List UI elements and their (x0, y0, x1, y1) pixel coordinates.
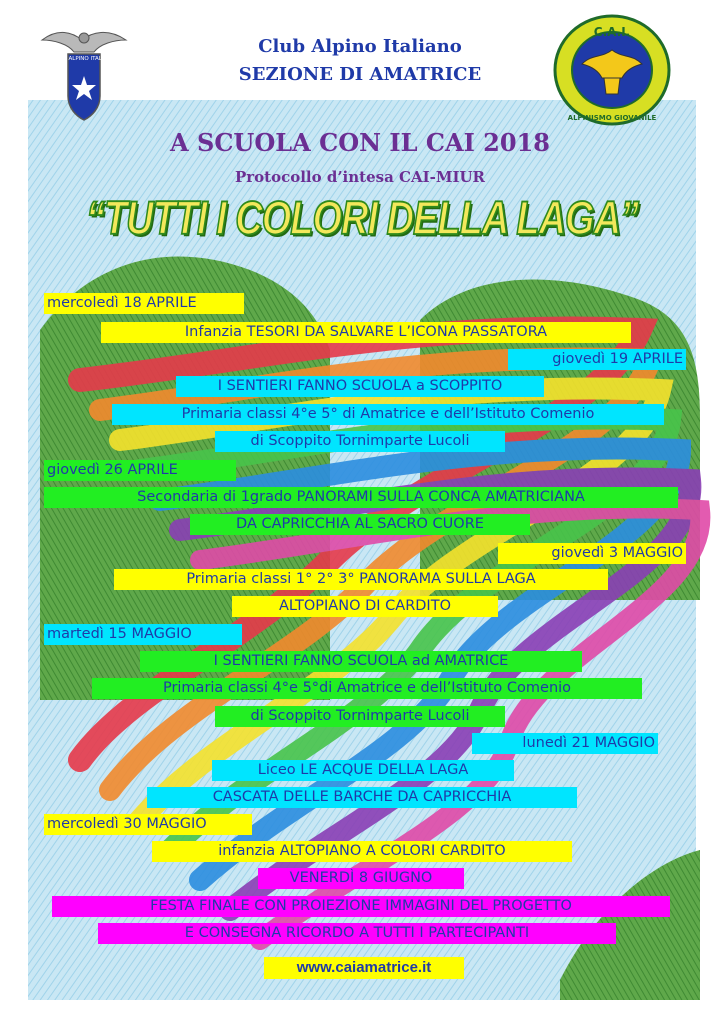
event-line: Infanzia TESORI DA SALVARE L’ICONA PASSATORA (101, 322, 631, 343)
event-line: VENERDÌ 8 GIUGNO (258, 868, 464, 889)
section-name: SEZIONE DI AMATRICE (238, 64, 482, 85)
date-line: mercoledì 18 APRILE (44, 293, 244, 314)
event-line: infanzia ALTOPIANO A COLORI CARDITO (152, 841, 572, 862)
cai-logo-ring-text: CLUB ALPINO ITALIANO (52, 56, 116, 62)
date-line: giovedì 26 APRILE (44, 460, 236, 481)
event-line: DA CAPRICCHIA AL SACRO CUORE (190, 514, 530, 535)
event-line: di Scoppito Tornimparte Lucoli (215, 706, 505, 727)
project-title: A SCUOLA CON IL CAI 2018 (170, 128, 550, 157)
event-line: Liceo LE ACQUE DELLA LAGA (212, 760, 514, 781)
website-link[interactable]: www.caiamatrice.it (264, 957, 464, 979)
event-line: E CONSEGNA RICORDO A TUTTI I PARTECIPANTI (98, 923, 616, 944)
event-line: Secondaria di 1grado PANORAMI SULLA CONCA AMATRICIANA (44, 487, 678, 508)
date-line: mercoledì 30 MAGGIO (44, 814, 252, 835)
event-line: di Scoppito Tornimparte Lucoli (215, 431, 505, 452)
event-line: Primaria classi 4°e 5° di Amatrice e dell’Istituto Comenio (112, 404, 664, 425)
main-title: “TUTTI I COLORI DELLA LAGA” (85, 192, 639, 246)
date-line: giovedì 3 MAGGIO (498, 543, 686, 564)
date-line: martedì 15 MAGGIO (44, 624, 242, 645)
club-name: Club Alpino Italiano (258, 36, 462, 57)
cai-eagle-logo (38, 26, 130, 124)
event-line: Primaria classi 1° 2° 3° PANORAMA SULLA LAGA (114, 569, 608, 590)
event-line: CASCATA DELLE BARCHE DA CAPRICCHIA (147, 787, 577, 808)
alpinismo-giovanile-badge (552, 14, 672, 126)
event-line: Primaria classi 4°e 5°di Amatrice e dell’Istituto Comenio (92, 678, 642, 699)
date-line: lunedì 21 MAGGIO (472, 733, 658, 754)
event-line: I SENTIERI FANNO SCUOLA ad AMATRICE (140, 651, 582, 672)
protocol-subtitle: Protocollo d’intesa CAI-MIUR (234, 168, 486, 186)
event-line: ALTOPIANO DI CARDITO (232, 596, 498, 617)
date-line: giovedì 19 APRILE (508, 349, 686, 370)
badge-cai-text: C.A.I. (593, 25, 631, 39)
event-line: FESTA FINALE CON PROIEZIONE IMMAGINI DEL PROGETTO (52, 896, 670, 917)
badge-ring-text: ALPINISMO GIOVANILE (567, 114, 657, 122)
event-line: I SENTIERI FANNO SCUOLA a SCOPPITO (176, 376, 544, 397)
